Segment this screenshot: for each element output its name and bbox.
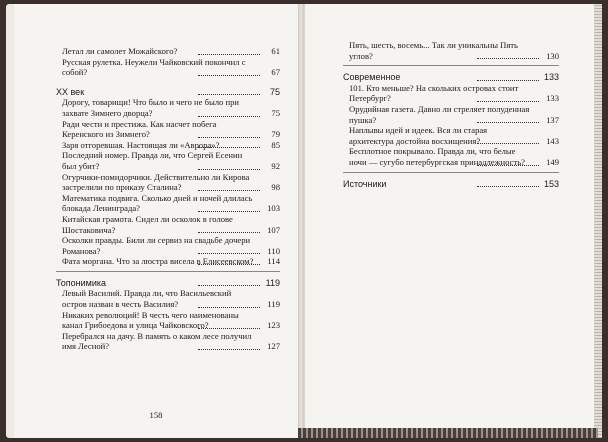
toc-entry-title: Дорогу, товарищи! Что было и чего не было при захвате Зимнего дворца? xyxy=(62,97,239,118)
dot-leader xyxy=(477,185,539,187)
toc-entry xyxy=(62,214,280,235)
toc-entry xyxy=(62,193,280,214)
toc-entry-title: Русская рулетка. Неужели Чайковский покончил с собой? xyxy=(62,56,246,78)
toc-page-number: 137 xyxy=(546,114,559,125)
toc-entry-title: Левый Василий. Правда ли, что Васильевский остров назван в честь Василия? xyxy=(62,288,232,310)
toc-section-heading xyxy=(56,278,280,289)
toc-entry-title: Современное xyxy=(343,72,401,83)
toc-entry xyxy=(62,288,280,309)
toc-page-number: 79 xyxy=(271,129,280,140)
toc-page-number: 98 xyxy=(271,182,280,193)
dot-leader xyxy=(477,142,539,144)
toc-entry xyxy=(349,104,559,125)
dot-leader xyxy=(198,348,260,350)
page-edges xyxy=(594,4,602,438)
section-divider xyxy=(343,65,559,66)
dot-leader xyxy=(198,306,260,308)
toc-entry-title: Топонимика xyxy=(56,277,107,288)
toc-page-number: 114 xyxy=(267,256,280,267)
toc-page-number: 75 xyxy=(269,86,280,97)
toc-entry-title: Китайская грамота. Сидел ли осколок в голове Шостаковича? xyxy=(62,213,233,235)
toc-entry xyxy=(62,331,280,352)
right-page xyxy=(304,4,595,438)
toc-entry-title: Перебрался на дачу. В память о каком лесе получил имя Лесной? xyxy=(62,330,252,352)
toc-entry-title: Летал ли самолет Можайского? xyxy=(62,46,178,56)
left-page xyxy=(14,4,299,438)
open-book xyxy=(6,4,602,438)
toc-entry-title: Источники xyxy=(343,178,387,189)
toc-page-number: 85 xyxy=(271,139,280,150)
toc-entry-title: XX век xyxy=(56,86,85,97)
toc-entry-title: Пять, шесть, восемь... Так ли уникальны Пять углов? xyxy=(349,40,518,61)
toc-entry xyxy=(62,172,280,193)
toc-entry xyxy=(62,97,280,118)
toc-entry-title: Ради чести и престижа. Как насчет побега Керенского из Зимнего? xyxy=(62,118,217,140)
toc-entry-title: Огурчики-помидорчики. Действительно ли Кирова застрелили по приказу Сталина? xyxy=(62,171,250,193)
toc-entry-title: Наплывы идей и идеек. Вся ли старая архитектура достойна восхищения? xyxy=(349,125,488,146)
toc-page-number: 92 xyxy=(271,160,280,171)
dot-leader xyxy=(198,263,260,265)
toc-entry xyxy=(62,150,280,171)
section-divider xyxy=(56,271,280,272)
toc-page-number: 119 xyxy=(265,277,280,288)
toc-page-number: 153 xyxy=(543,178,559,189)
dot-leader xyxy=(198,327,260,329)
toc-entry-title: Бесплотное покрывало. Правда ли, что белые ночи — сугубо петербургская принадлежность? xyxy=(349,146,525,167)
toc-page-number: 130 xyxy=(546,50,559,61)
dot-leader xyxy=(477,79,539,81)
toc-page-number: 127 xyxy=(267,341,280,352)
toc-page-number: 107 xyxy=(267,224,280,235)
toc-entry-title: Последний номер. Правда ли, что Сергей Есенин был убит? xyxy=(62,150,243,171)
book-bottom-edge xyxy=(298,428,598,438)
toc-page-number: 133 xyxy=(546,93,559,104)
toc-entry-title: Математика подвига. Сколько дней и ночей длилась блокада Ленинграда? xyxy=(62,192,253,214)
toc-section-heading xyxy=(343,179,559,190)
toc-entry xyxy=(349,125,559,146)
toc-entry xyxy=(62,140,280,151)
toc-page-number: 110 xyxy=(267,245,280,256)
dot-leader xyxy=(198,74,260,76)
toc-entry xyxy=(349,40,559,61)
toc-entry-title: Орудийная газета. Давно ли стреляет полуденная пушка? xyxy=(349,103,530,125)
toc-section-heading xyxy=(56,87,280,98)
toc-page-number: 119 xyxy=(267,299,280,310)
toc-entry xyxy=(62,310,280,331)
toc-entry xyxy=(349,83,559,104)
toc-entry xyxy=(62,119,280,140)
toc-entry xyxy=(349,146,559,167)
dot-leader xyxy=(198,210,260,212)
dot-leader xyxy=(198,189,260,191)
toc-page-number: 67 xyxy=(271,67,280,78)
toc-entry-title: Осколки правды. Били ли сервиз на свадьбе дочери Романова? xyxy=(62,235,251,256)
right-toc-column xyxy=(343,40,559,189)
toc-entry-title: Заря отгоревшая. Настоящая ли «Аврора»? xyxy=(62,139,220,150)
toc-page-number: 133 xyxy=(543,72,559,83)
dot-leader xyxy=(198,115,260,117)
dot-leader xyxy=(198,284,260,286)
dot-leader xyxy=(198,231,260,233)
toc-section-heading xyxy=(343,72,559,83)
dot-leader xyxy=(477,164,539,166)
dot-leader xyxy=(198,168,260,170)
dot-leader xyxy=(477,121,539,123)
page-number: 158 xyxy=(149,410,163,420)
dot-leader xyxy=(198,136,260,138)
toc-page-number: 143 xyxy=(546,135,559,146)
dot-leader xyxy=(198,146,260,148)
dot-leader xyxy=(477,100,539,102)
toc-entry xyxy=(62,235,280,256)
section-divider xyxy=(343,172,559,173)
toc-entry-title: 101. Кто меньше? На скольких островах стоит Петербург? xyxy=(349,82,519,104)
dot-leader xyxy=(477,57,539,59)
dot-leader xyxy=(198,252,260,254)
dot-leader xyxy=(198,93,260,95)
toc-page-number: 75 xyxy=(271,107,280,118)
dot-leader xyxy=(198,53,260,55)
left-toc-column xyxy=(56,46,280,352)
toc-entry-title: Фата моргана. Что за люстра висела в Елисеевском? xyxy=(62,256,254,267)
toc-entry xyxy=(62,46,280,57)
toc-page-number: 123 xyxy=(267,320,280,331)
toc-entry xyxy=(62,256,280,267)
toc-page-number: 61 xyxy=(271,46,280,56)
toc-page-number: 149 xyxy=(546,156,559,167)
toc-page-number: 103 xyxy=(267,203,280,214)
section-gap xyxy=(56,78,280,87)
toc-entry-title: Никаких революций! В честь чего наименованы канал Грибоедова и улица Чайковского? xyxy=(62,309,239,331)
toc-entry xyxy=(62,57,280,78)
